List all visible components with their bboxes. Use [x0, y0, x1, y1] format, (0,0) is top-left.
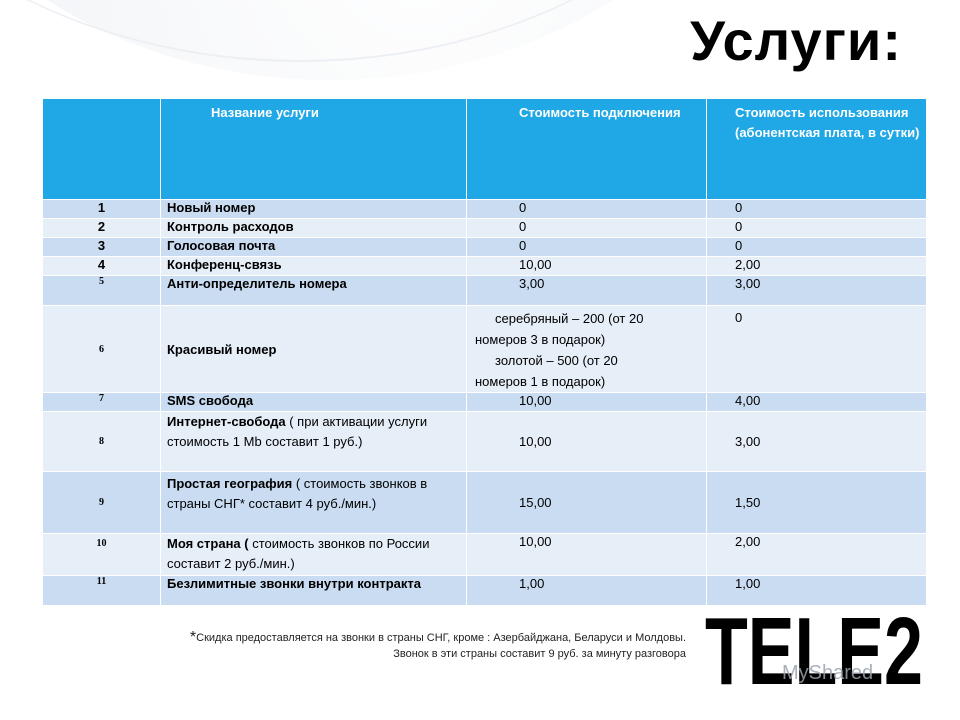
connect-cost: 0: [467, 200, 707, 219]
row-number: 1: [43, 200, 161, 219]
usage-cost: 4,00: [707, 393, 927, 412]
usage-cost: 0: [707, 238, 927, 257]
table-row: [43, 219, 927, 238]
watermark: MyShared: [782, 662, 874, 684]
services-table: [42, 98, 927, 606]
usage-cost: 2,00: [707, 257, 927, 276]
service-name: Безлимитные звонки внутри контракта: [161, 576, 467, 606]
table-row: [43, 257, 927, 276]
usage-cost: 3,00: [707, 276, 927, 306]
service-name: Контроль расходов: [161, 219, 467, 238]
table-row: [43, 238, 927, 257]
service-name: Простая география ( стоимость звонков в страны СНГ* составит 4 руб./мин.): [161, 472, 467, 534]
service-name: Красивый номер: [161, 306, 467, 393]
table-row: [43, 276, 927, 306]
header-swoosh: [0, 0, 620, 100]
table-header-row: [43, 99, 927, 200]
footnote: [120, 630, 686, 662]
row-number: 11: [43, 576, 161, 606]
service-name: Интернет-свобода ( при активации услуги стоимость 1 Mb составит 1 руб.): [161, 412, 467, 472]
logo-text: TELE2: [705, 598, 923, 694]
service-name: Анти-определитель номера: [161, 276, 467, 306]
row-number: 3: [43, 238, 161, 257]
table-row: [43, 472, 927, 534]
table-row: [43, 306, 927, 393]
row-number: 6: [43, 306, 161, 393]
table-row: [43, 393, 927, 412]
row-number: 10: [43, 534, 161, 576]
service-name: SMS свобода: [161, 393, 467, 412]
service-name: Новый номер: [161, 200, 467, 219]
usage-cost: 0: [707, 219, 927, 238]
usage-cost: 2,00: [707, 534, 927, 576]
connect-cost: серебряный – 200 (от 20 номеров 3 в подарок) золотой – 500 (от 20 номеров 1 в подарок): [467, 306, 707, 393]
connect-cost: 10,00: [467, 412, 707, 472]
connect-cost: 10,00: [467, 393, 707, 412]
row-number: 5: [43, 276, 161, 306]
connect-cost: 3,00: [467, 276, 707, 306]
connect-cost: 0: [467, 219, 707, 238]
connect-cost: 0: [467, 238, 707, 257]
header-usage-cost: Стоимость использования (абонентская плата, в сутки): [707, 99, 927, 200]
usage-cost: 0: [707, 306, 927, 393]
connect-cost: 15,00: [467, 472, 707, 534]
row-number: 4: [43, 257, 161, 276]
header-service-name: Название услуги: [161, 99, 467, 200]
row-number: 8: [43, 412, 161, 472]
usage-cost: 3,00: [707, 412, 927, 472]
service-name: Голосовая почта: [161, 238, 467, 257]
usage-cost: 1,00: [707, 576, 927, 606]
usage-cost: 1,50: [707, 472, 927, 534]
table-row: [43, 200, 927, 219]
footnote-line-2: Звонок в эти страны составит 9 руб. за минуту разговора: [393, 648, 686, 660]
row-number: 9: [43, 472, 161, 534]
connect-cost: 10,00: [467, 534, 707, 576]
service-name: Конференц-связь: [161, 257, 467, 276]
service-name: Моя страна ( стоимость звонков по России составит 2 руб./мин.): [161, 534, 467, 576]
row-number: 2: [43, 219, 161, 238]
footnote-line-1: Скидка предоставляется на звонки в страны СНГ, кроме : Азербайджана, Беларуси и Молдовы.: [196, 632, 686, 644]
connect-cost: 1,00: [467, 576, 707, 606]
footnote-star: *: [189, 629, 197, 646]
row-number: 7: [43, 393, 161, 412]
table-row: [43, 412, 927, 472]
header-connect-cost: Стоимость подключения: [467, 99, 707, 200]
header-number: [43, 99, 161, 200]
connect-cost: 10,00: [467, 257, 707, 276]
usage-cost: 0: [707, 200, 927, 219]
page-title: Услуги:: [690, 9, 902, 72]
table-row: [43, 534, 927, 576]
